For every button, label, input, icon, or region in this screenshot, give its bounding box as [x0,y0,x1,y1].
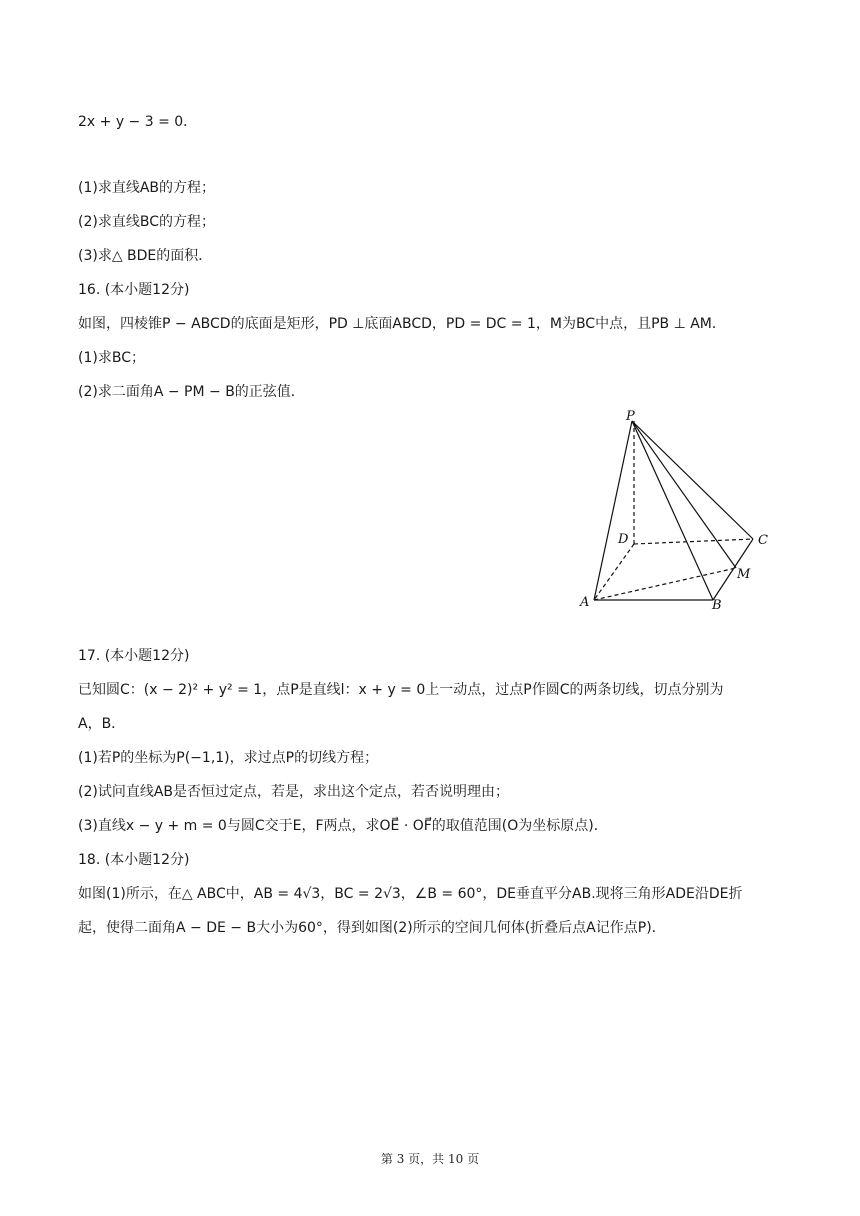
text-line-q15-2: (2)求直线BC的方程； [78,214,215,230]
label-D: D [618,532,629,547]
text-line-q16-stem: 如图，四棱锥P − ABCD的底面是矩形，PD ⊥底面ABCD，PD = DC = 1，M为BC中点，且PB ⊥ AM． [78,316,726,332]
text-line-q15-3: (3)求△ BDE的面积． [78,248,213,264]
question-header-18: 18. (本小题12分) [78,852,190,868]
label-B: B [712,598,722,613]
label-P: P [626,409,635,424]
text-line-q17-stem-cont: A，B． [78,716,126,732]
text-line-q15-1: (1)求直线AB的方程； [78,180,216,196]
question-header-17: 17. (本小题12分) [78,648,190,664]
text-line-q17-1: (1)若P的坐标为P(−1,1)，求过点P的切线方程； [78,750,379,766]
label-M: M [737,567,751,582]
pyramid-figure [570,405,780,620]
text-line-q18-stem: 如图(1)所示，在△ ABC中，AB = 4√3，BC = 2√3，∠B = 60°，DE垂直平分AB.现将三角形ADE沿DE折 [78,886,743,902]
label-C: C [758,533,768,548]
text-line-q18-stem-cont: 起，使得二面角A − DE − B大小为60°，得到如图(2)所示的空间几何体(折叠后点A记作点P)． [78,920,666,936]
text-line-q17-2: (2)试问直线AB是否恒过定点，若是，求出这个定点，若否说明理由； [78,784,510,800]
page-footer: 第 3 页，共 10 页 [380,1152,480,1166]
label-A: A [580,595,590,610]
text-line-q17-stem: 已知圆C：(x − 2)² + y² = 1，点P是直线l：x + y = 0上一动点，过点P作圆C的两条切线，切点分别为 [78,682,724,698]
text-line-q17-3: (3)直线x − y + m = 0与圆C交于E，F两点，求OE⃗ · OF⃗的取值范围(O为坐标原点)． [78,818,608,834]
text-line-equation: 2x + y − 3 = 0． [78,114,198,130]
text-line-q16-1: (1)求BC； [78,350,145,366]
text-line-q16-2: (2)求二面角A − PM − B的正弦值． [78,384,305,400]
question-header-16: 16. (本小题12分) [78,282,190,298]
